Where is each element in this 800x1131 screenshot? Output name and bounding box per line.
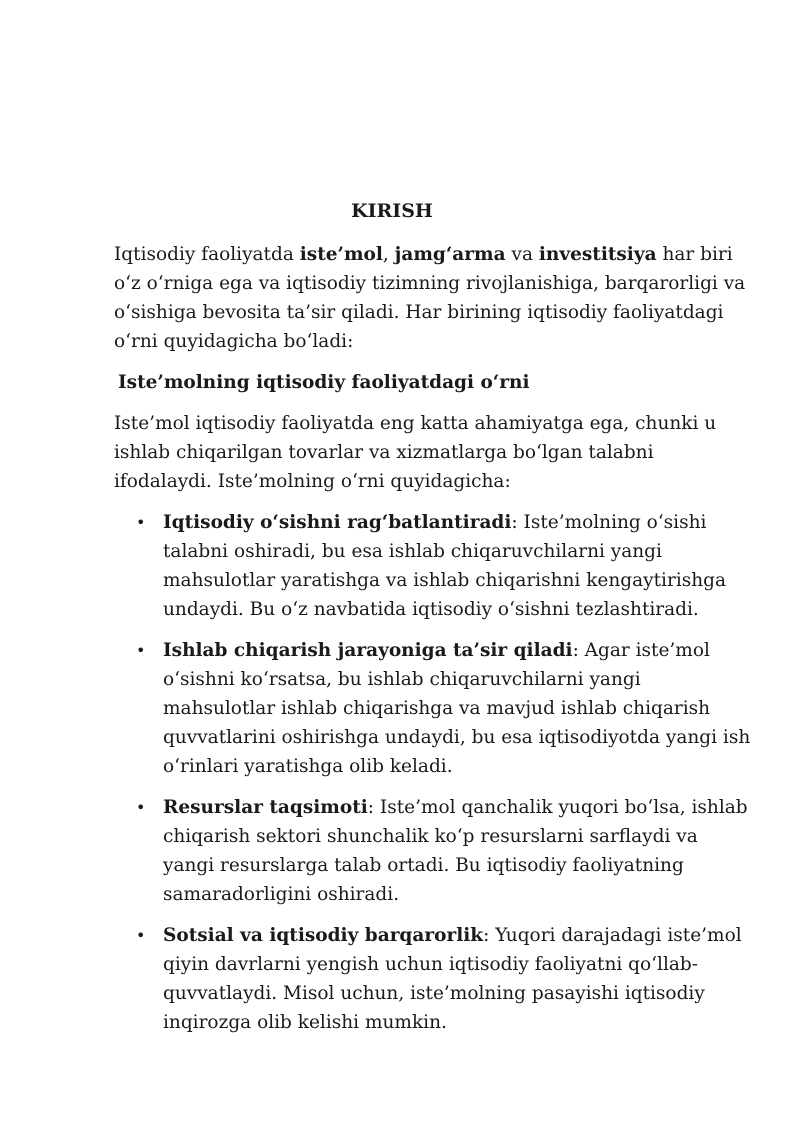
intro-text-3: va [505, 244, 539, 265]
page-title: KIRISH [351, 200, 433, 222]
intro-paragraph [114, 240, 754, 356]
list-item [114, 636, 754, 781]
intro-term-investment: investitsiya [538, 244, 657, 265]
bullet-list [114, 508, 754, 1037]
bullet-text: : Iste’molning o‘sishi talabni oshiradi, bu esa ishlab chiqaruvchilarni yangi mahsulotlar yaratishga va ishlab chiqarishni kengaytirishga undaydi. Bu o‘z navbatida iqtisodiy o‘sishni tezlashtiradi. [163, 512, 727, 620]
bullet-term: Iqtisodiy o‘sishni rag‘batlantiradi [163, 512, 512, 533]
bullet-text: : Iste’mol qanchalik yuqori bo‘lsa, ishlab chiqarish sektori shunchalik ko‘p resurslarni sarflaydi va yangi resurslarga talab ortadi. Bu iqtisodiy faoliyatning samaradorligini oshiradi. [163, 797, 748, 905]
intro-text-2: , [382, 244, 395, 265]
intro-text-1: Iqtisodiy faoliyatda [114, 244, 300, 265]
intro-text-4: har biri o‘z o‘rniga ega va iqtisodiy tizimning rivojlanishiga, barqarorligi va o‘sishiga bevosita ta’sir qiladi. Har birining iqtisodiy faoliyatdagi o‘rni quyidagicha bo‘ladi: [114, 244, 746, 352]
bullet-text: : Agar iste’mol o‘sishni ko‘rsatsa, bu ishlab chiqaruvchilarni yangi mahsulotlar ishlab chiqarishga va mavjud ishlab chiqarish quvvatlarini oshirishga undaydi, bu esa iqtisodiyotda yangi ish o‘rinlari yaratishga olib keladi. [163, 640, 751, 777]
document-body [114, 240, 754, 1049]
list-item [114, 793, 754, 909]
section-subheading: Iste’molning iqtisodiy faoliyatdagi o‘rni [118, 372, 530, 393]
bullet-text: : Yuqori darajadagi iste’mol qiyin davrlarni yengish uchun iqtisodiy faoliyatni qo‘llab-quvvatlaydi. Misol uchun, iste’molning pasayishi iqtisodiy inqirozga olib kelishi mumkin. [163, 925, 742, 1033]
consumption-paragraph: Iste’mol iqtisodiy faoliyatda eng katta ahamiyatga ega, chunki u ishlab chiqarilgan tovarlar va xizmatlarga bo‘lgan talabni ifodalaydi. Iste’molning o‘rni quyidagicha: [114, 413, 717, 492]
intro-term-savings: jamg‘arma [394, 244, 506, 265]
intro-term-consumption: iste’mol [299, 244, 383, 265]
bullet-term: Sotsial va iqtisodiy barqarorlik [163, 925, 484, 946]
list-item [114, 921, 754, 1037]
list-item [114, 508, 754, 624]
bullet-term: Resurslar taqsimoti [163, 797, 368, 818]
bullet-term: Ishlab chiqarish jarayoniga ta’sir qiladi [163, 640, 573, 661]
